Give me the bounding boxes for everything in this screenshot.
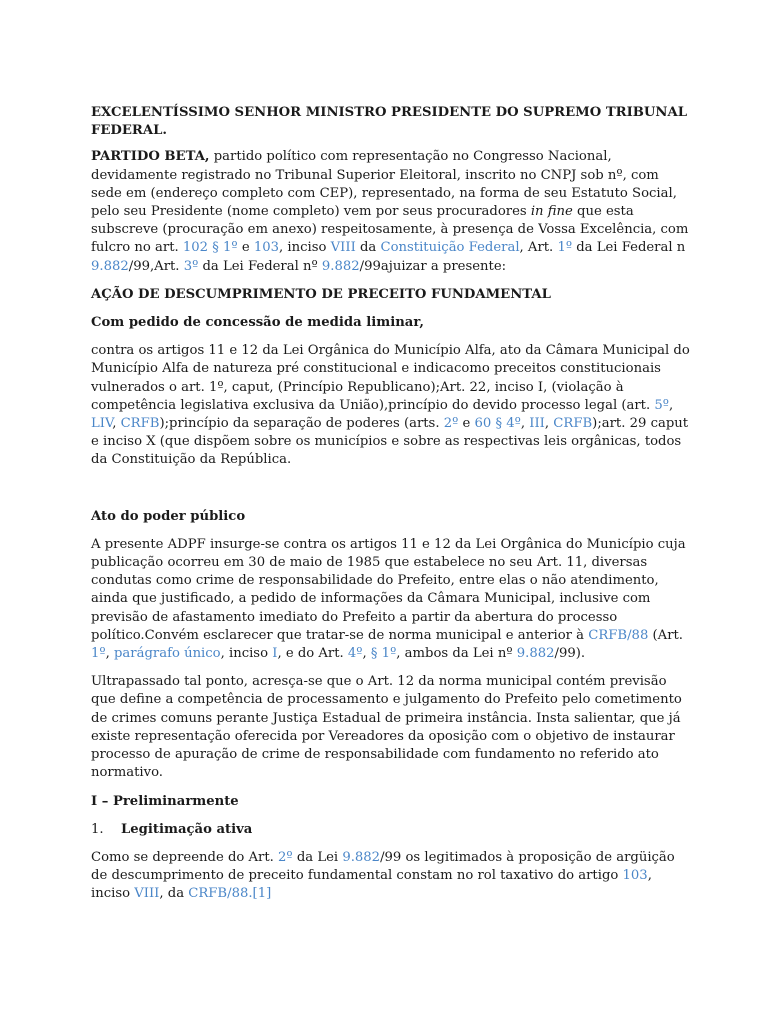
link-paragrafo-unico[interactable]: parágrafo único: [113, 646, 221, 662]
link-constituicao-federal[interactable]: Constituição Federal: [380, 240, 520, 256]
footnote-link-1[interactable]: [1]: [252, 886, 272, 902]
in-fine-italic: in fine: [530, 204, 573, 220]
link-crfb-88-legit[interactable]: CRFB/88.: [188, 886, 253, 902]
link-viii-legit[interactable]: VIII: [134, 886, 160, 902]
injunction-title: Com pedido de concessão de medida liminar,: [91, 315, 424, 331]
link-lei-9882-act[interactable]: 9.882: [516, 646, 555, 662]
intro-paragraph: PARTIDO BETA, partido político com representação no Congresso Nacional, devidamente registrado no Tribunal Superior Eleitoral, inscrito no CNPJ sob nº, com sede em (endereço completo com CEP), representado, na forma de seu Estatuto Social, pelo seu Presidente (nome completo) vem por seus procuradores in fine que esta subscreve (procuração em anexo) respeitosamente, à presença de Vossa Excelência, com fulcro no art. 102 § 1º e 103, inciso VIII da Constituição Federal, Art. 1º da Lei Federal n 9.882/99,Art. 3º da Lei Federal nº 9.882/99ajuizar a presente:: [91, 149, 689, 274]
link-art-3[interactable]: 3º: [183, 258, 199, 274]
legitimacy-heading: [91, 821, 691, 839]
link-lei-9882[interactable]: 9.882: [91, 258, 129, 274]
act-paragraph: A presente ADPF insurge-se contra os artigos 11 e 12 da Lei Orgânica do Município cuja publicação ocorreu em 30 de maio de 1985 que estabelece no seu Art. 11, diversas condutas como crime de responsabilidade do Prefeito, entre elas o não atendimento, ainda que justificado, a pedido de informações da Câmara Municipal, inclusive com previsão de afastamento imediato do Prefeito a partir da abertura do processo político.Convém esclarecer que tratar-se de norma municipal e anterior à CRFB/88 (Art. 1º, parágrafo único, inciso I, e do Art. 4º, § 1º, ambos da Lei nº 9.882/99).: [91, 536, 686, 662]
legitimacy-paragraph: Como se depreende do Art. 2º da Lei 9.882/99 os legitimados à proposição de argüição de descumprimento de preceito fundamental constam no rol taxativo do artigo 103, inciso VIII, da CRFB/88.[1]: [91, 849, 675, 902]
link-art-2[interactable]: 2º: [443, 416, 459, 432]
link-art-102[interactable]: 102 § 1º: [182, 240, 238, 256]
legitimacy-title: Legitimação ativa: [121, 821, 253, 837]
link-art-4[interactable]: 4º: [347, 646, 363, 662]
party-name: PARTIDO BETA,: [91, 149, 210, 165]
link-art-103-legit[interactable]: 103: [622, 868, 648, 884]
link-paragraph-1[interactable]: § 1º: [370, 646, 397, 662]
action-title: AÇÃO DE DESCUMPRIMENTO DE PRECEITO FUNDAMENTAL: [91, 286, 551, 302]
link-art-5[interactable]: 5º: [654, 397, 669, 413]
link-art-2-legit[interactable]: 2º: [278, 849, 293, 865]
link-crfb-88[interactable]: CRFB/88: [588, 627, 649, 643]
link-liv[interactable]: LIV: [91, 416, 113, 432]
surpassed-paragraph: Ultrapassado tal ponto, acresça-se que o Art. 12 da norma municipal contém previsão que define a competência de processamento e julgamento do Prefeito pelo cometimento de crimes comuns perante Justiça Estadual de primeira instância. Insta salientar, que já existe representação oferecida por Vereadores da oposição com o objetivo de instaurar processo de apuração de crime de responsabilidade com fundamento no referido ato normativo.: [91, 674, 682, 781]
act-title: Ato do poder público: [91, 508, 246, 524]
preliminary-title: I – Preliminarmente: [91, 793, 239, 809]
legitimacy-number: 1.: [91, 821, 104, 837]
link-art-1-act[interactable]: 1º: [91, 646, 106, 662]
link-lei-9882-legit[interactable]: 9.882: [342, 849, 381, 865]
link-lei-9882-second[interactable]: 9.882: [321, 258, 360, 274]
link-art-103[interactable]: 103: [253, 240, 280, 256]
link-crfb[interactable]: CRFB: [120, 416, 160, 432]
link-art-1[interactable]: 1º: [557, 240, 573, 256]
link-inciso-viii[interactable]: VIII: [330, 240, 356, 256]
document-title: EXCELENTÍSSIMO SENHOR MINISTRO PRESIDENTE DO SUPREMO TRIBUNAL FEDERAL.: [91, 105, 687, 139]
link-art-60[interactable]: 60 § 4º: [474, 416, 521, 432]
link-crfb-second[interactable]: CRFB: [553, 416, 593, 432]
against-paragraph: contra os artigos 11 e 12 da Lei Orgânica do Município Alfa, ato da Câmara Municipal do Município Alfa de natureza pré constitucional e indicacomo preceitos constitucionais vulnerados o art. 1º, caput, (Princípio Republicano);Art. 22, inciso I, (violação à competência legislativa exclusiva da União),princípio do devido processo legal (art. 5º, LIV, CRFB);princípio da separação de poderes (arts. 2º e 60 § 4º, III, CRFB);art. 29 caput e inciso X (que dispõem sobre os municípios e sobre as respectivas leis orgânicas, todos da Constituição da República.: [91, 343, 690, 468]
link-iii[interactable]: III: [529, 416, 545, 432]
document-page: [91, 104, 691, 904]
link-inciso-i[interactable]: I: [272, 646, 278, 662]
